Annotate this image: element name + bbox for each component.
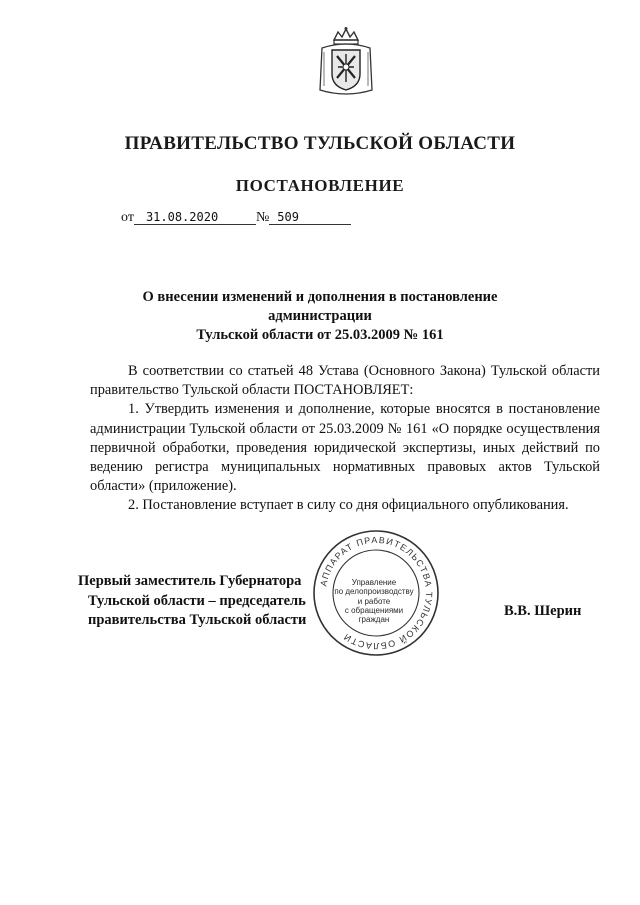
date-prefix: от: [121, 210, 134, 225]
signatory-title-line-2: Тульской области – председатель: [88, 592, 306, 609]
signatory-title: [78, 572, 328, 631]
signatory-title-line-1: Первый заместитель Губернатора: [78, 573, 302, 589]
clause-2-paragraph: 2. Постановление вступает в силу со дня официального опубликования.: [128, 497, 569, 514]
stamp-line-3: и работе: [357, 596, 391, 606]
subject-line-2: Тульской области от 25.03.2009 № 161: [196, 327, 444, 343]
stamp-inner-text: [333, 578, 415, 624]
preamble-paragraph: В соответствии со статьей 48 Устава (Основного Закона) Тульской области правительство Тульской области ПОСТАНОВЛЯЕТ:: [90, 363, 600, 399]
signatory-name: В.В. Шерин: [504, 603, 582, 619]
stamp-line-4: с обращениями: [344, 605, 404, 615]
subject-line-1: О внесении изменений и дополнения в постановление администрации: [142, 289, 498, 324]
stamp-line-5: граждан: [358, 615, 390, 625]
number-prefix: №: [255, 210, 270, 225]
registration-line: [121, 210, 351, 226]
document-number: 509: [269, 210, 351, 225]
document-date: 31.08.2020: [134, 210, 256, 225]
government-title: ПРАВИТЕЛЬСТВО ТУЛЬСКОЙ ОБЛАСТИ: [124, 133, 516, 154]
tula-coat-of-arms-icon: [316, 26, 376, 98]
stamp-line-2: по делопроизводству: [334, 587, 414, 597]
document-body: [90, 362, 600, 516]
stamp-ring-text: АППАРАТ ПРАВИТЕЛЬСТВА ТУЛЬСКОЙ ОБЛАСТИ: [318, 534, 435, 652]
document-subject: [90, 288, 550, 345]
signatory-title-line-3: правительства Тульской области: [88, 612, 307, 628]
document-type-title: ПОСТАНОВЛЕНИЕ: [235, 176, 405, 195]
stamp-line-1: Управление: [351, 578, 397, 587]
clause-1-paragraph: 1. Утвердить изменения и дополнение, которые вносятся в постановление администрации Тульской области от 25.03.2009 № 161 «О порядке осуществления первичной обработки, проведения юридической экспертизы, иных действий по ведению регистра муниципальных нормативных правовых актов Тульской области» (приложение).: [90, 401, 600, 495]
